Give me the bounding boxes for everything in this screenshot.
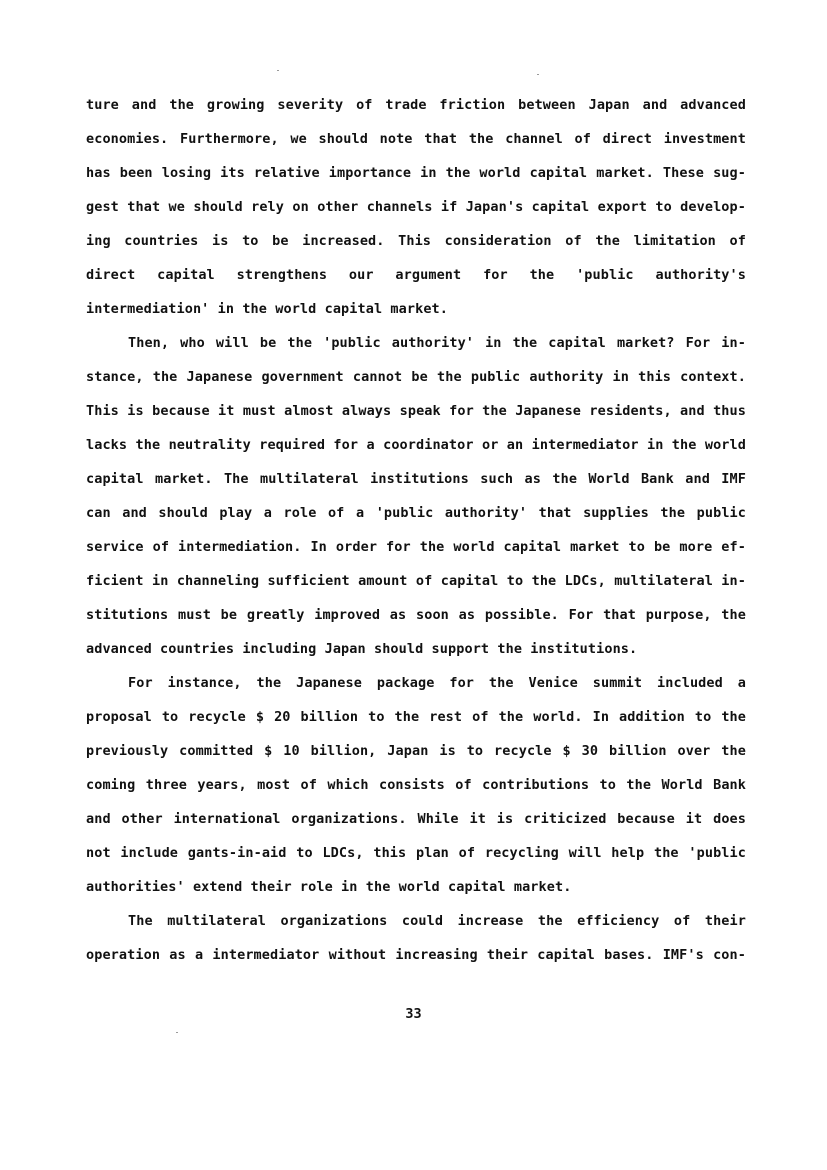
text-line: previously committed $ 10 billion, Japan is to recycle $ 30 billion over the [86,743,746,759]
text-line: economies. Furthermore, we should note that the channel of direct investment [86,131,746,147]
text-line: can and should play a role of a 'public authority' that supplies the public [86,505,746,521]
text-line: Then, who will be the 'public authority' in the capital market? For in- [128,335,746,351]
text-line: intermediation' in the world capital market. [86,301,449,317]
scan-speck [537,74,539,75]
text-line: lacks the neutrality required for a coordinator or an intermediator in the world [86,437,746,453]
text-line: direct capital strengthens our argument for the 'public authority's [86,267,746,283]
text-line: gest that we should rely on other channels if Japan's capital export to develop- [86,199,746,215]
body-text [86,88,746,972]
text-line: service of intermediation. In order for the world capital market to be more ef- [86,539,746,555]
text-line: ficient in channeling sufficient amount of capital to the LDCs, multilateral in- [86,573,746,589]
page-number: 33 [405,1006,422,1022]
text-line: This is because it must almost always speak for the Japanese residents, and thus [86,403,746,419]
text-line: ing countries is to be increased. This consideration of the limitation of [86,233,746,249]
scan-speck [277,70,279,71]
text-line: stitutions must be greatly improved as soon as possible. For that purpose, the [86,607,746,623]
text-line: has been losing its relative importance in the world capital market. These sug- [86,165,746,181]
text-line: authorities' extend their role in the world capital market. [86,879,572,895]
text-line: advanced countries including Japan should support the institutions. [86,641,638,657]
text-line: and other international organizations. While it is criticized because it does [86,811,746,827]
text-line: operation as a intermediator without increasing their capital bases. IMF's con- [86,947,746,963]
text-line: stance, the Japanese government cannot be the public authority in this context. [86,369,746,385]
text-line: The multilateral organizations could increase the efficiency of their [128,913,746,929]
text-line: For instance, the Japanese package for the Venice summit included a [128,675,746,691]
scan-speck [176,1032,178,1033]
text-line: proposal to recycle $ 20 billion to the rest of the world. In addition to the [86,709,746,725]
text-line: ture and the growing severity of trade friction between Japan and advanced [86,97,746,113]
text-line: coming three years, most of which consists of contributions to the World Bank [86,777,746,793]
text-line: capital market. The multilateral institutions such as the World Bank and IMF [86,471,746,487]
text-line: not include gants-in-aid to LDCs, this plan of recycling will help the 'public [86,845,746,861]
